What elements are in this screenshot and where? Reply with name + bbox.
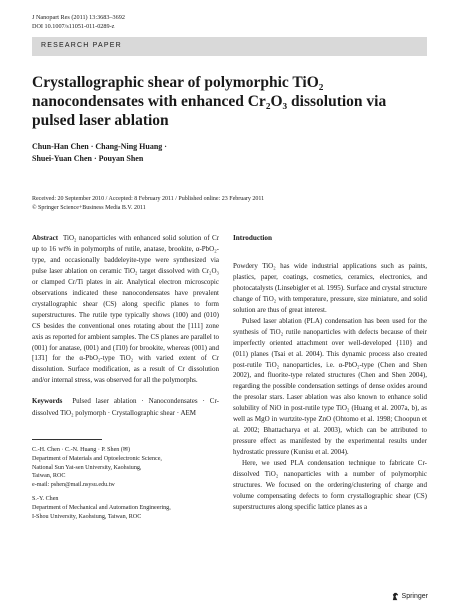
springer-horse-icon: [391, 592, 400, 601]
affiliation-univ: I-Shou University, Kaohsiung, Taiwan, ROC: [32, 513, 142, 520]
journal-info: [32, 13, 125, 31]
intro-paragraph: Powdery TiO₂ has wide industrial applications such as paints, plastics, paper, coatings, cosmetics, ceramics, electronics, and photocatalysts (Linsebigler et al. 1995). Surface and crystal structure change of TiO₂ with temperature, pressure, size miniature, and solid solution are thus of great interest.: [233, 261, 427, 314]
keywords-text: Pulsed laser ablation · Nanocondensates · Cr-dissolved TiO₂ polymorph · Crystallographic shear · AEM: [32, 397, 219, 417]
intro-paragraph: Here, we used PLA condensation technique to fabricate Cr-dissolved TiO₂ nanoparticles with a number of polymorphic structures. We focused on the ordering/clustering of charge and volume compensating defects to form crystallographic shear (CS) superstructures along specific lattice planes as a: [233, 459, 427, 511]
intro-paragraph: Pulsed laser ablation (PLA) condensation has been used for the synthesis of TiO₂ rutile nanoparticles with defects because of their imperfectly oriented attachment over well-developed {110} and (011) planes (Tsai et al. 2004). This dynamic process also created post-rutile TiO₂ nanoparticles, i.e. α-PbO₂-type (Chen and Shen 2002), and fluorite-type related structures (Chen and Shen 2004), regarding the possible condensation settings of dense oxides around the presolar stars. Laser ablation was also known to enhance solid solubility of NiO in post-rutile type TiO₂ (Huang et al. 2007a, b), as well as MgO in wurtzite-type ZnO (Ohtomo et al. 1998; Choopun et al. 2002; Bhattacharya et al. 2003), which can be attributed to pressure effect as manifested by the experimental results under hydrostatic pressure (Kunisu et al. 2004).: [233, 316, 427, 457]
affiliation-country: Taiwan, ROC: [32, 473, 66, 480]
abstract-text: TiO₂ nanoparticles with enhanced solid solution of Cr up to 16 wt% in polymorphs of rutile, anatase, brookite, α-PbO₂-type, and occasionally baddeleyite-type were synthesized via pulse laser ablation on ceramic TiO₂ target dissolved with Cr₂O₃ or clamped Cr/Ti plates in air. Analytical electron microscopic observations indicated these nanocondensates have prevalent crystallographic shear (CS) along specific planes to form superstructures. The rutile type typically shows (100) and (010) CS besides the conventional ones rotating about the [111] zone axis as reported for ambient samples. The CS planes are parallel to (001) for anatase, (001) and (1̄10) for brookite, whereas (001) and [13̄1] for the α-PbO₂-type TiO₂ with varied extent of Cr dissolution. Surface modification, as a result of Cr dissolution and/or internal stress, was observed for all the polymorphs.: [32, 234, 219, 385]
footnote-rule: [32, 439, 102, 440]
affiliations: [32, 439, 219, 521]
publication-history: [32, 195, 427, 212]
right-column: [233, 233, 427, 513]
author-list: [32, 141, 167, 165]
corresponding-email[interactable]: e-mail: pshen@mail.nsysu.edu.tw: [32, 481, 115, 488]
article-type-banner: [32, 37, 427, 56]
affiliation-dept: Department of Mechanical and Automation Engineering,: [32, 504, 171, 511]
left-column: [32, 233, 219, 521]
affiliation-univ: National Sun Yat-sen University, Kaohsiung,: [32, 464, 142, 471]
dates-line: Received: 20 September 2010 / Accepted: 8 February 2011 / Published online: 23 February 2011: [32, 196, 265, 202]
author-line: Chun-Han Chen · Chang-Ning Huang ·: [32, 142, 167, 151]
abstract: [32, 233, 219, 386]
abstract-heading: Abstract: [32, 234, 59, 242]
affiliation-dept: Department of Materials and Optoelectronic Science,: [32, 455, 162, 462]
affiliation-names: C.-H. Chen · C.-N. Huang · P. Shen (✉): [32, 447, 131, 454]
section-heading-introduction: Introduction: [233, 234, 273, 242]
keywords-heading: Keywords: [32, 397, 63, 406]
copyright-line: © Springer Science+Business Media B.V. 2011: [32, 204, 146, 211]
publisher-logo: [391, 592, 428, 601]
keywords: [32, 396, 219, 419]
journal-doi: DOI 10.1007/s11051-011-0289-z: [32, 23, 115, 30]
article-title: Crystallographic shear of polymorphic TiO₂ nanocondensates with enhanced Cr₂O₃ dissolution via pulsed laser ablation: [32, 74, 387, 129]
publisher-name: Springer: [401, 593, 428, 600]
author-line: Shuei-Yuan Chen · Pouyan Shen: [32, 154, 144, 163]
journal-citation: J Nanopart Res (2011) 13:3683–3692: [32, 14, 125, 21]
article-type-label: RESEARCH PAPER: [41, 42, 122, 49]
affiliation-names: S.-Y. Chen: [32, 496, 59, 503]
